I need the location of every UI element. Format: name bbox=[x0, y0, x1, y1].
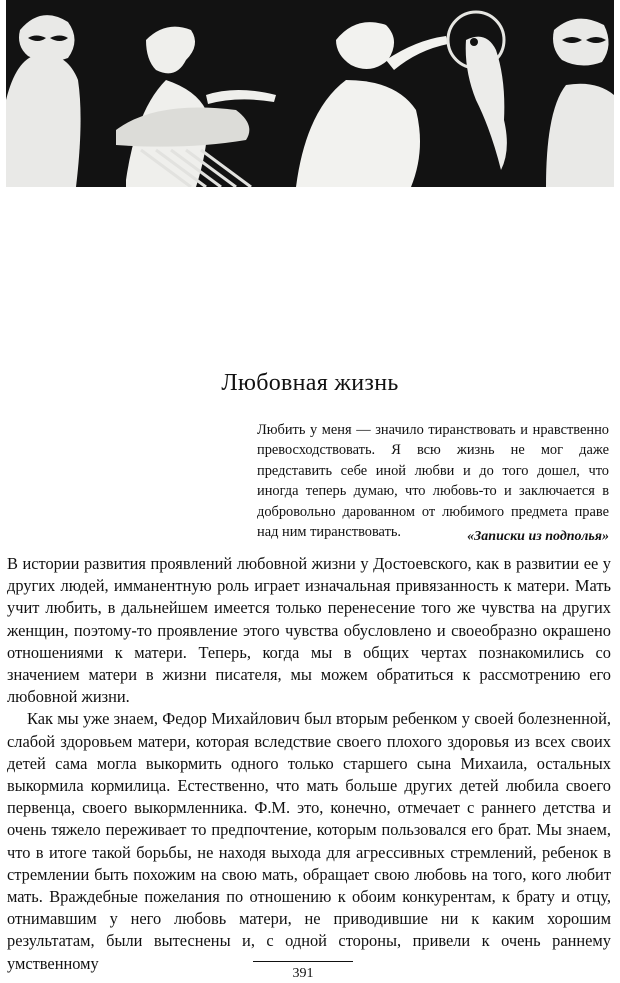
chapter-title: Любовная жизнь bbox=[221, 370, 399, 396]
epigraph-source: «Записки из подполья» bbox=[467, 529, 609, 544]
body-paragraph-2: Как мы уже знаем, Федор Михайлович был вторым ребенком у своей болезненной, слабой здоровьем матери, которая вследствие своего плохого здоровья из всех своих детей сама могла выкормить одного только старшего сына Михаила, остальных выкормила кормилица. Естественно, что мать больше других детей любила своего первенца, своего выкормленника. Ф.М. это, конечно, отмечает с раннего детства и очень тяжело переживает то предпочтение, которым пользовался его брат. Мы знаем, что в итоге такой борьбы, не находя выхода для агрессивных стремлений, ребенок в стремлении быть похожим на свою мать, обращает свою любовь на того, кого любит мать. Враждебные пожелания по отношению к обоим конкурентам, к брату и отцу, отнимавшим у него любовь матери, не приводившие ни к каким хорошим результатам, были вытеснены и, с одной стороны, привели к очень раннему умственному bbox=[7, 709, 611, 973]
header-illustration bbox=[6, 0, 614, 187]
body-text bbox=[7, 553, 611, 975]
footer-rule bbox=[253, 961, 353, 962]
body-paragraph-1: В истории развития проявлений любовной жизни у Достоевского, как в развитии ее у других людей, имманентную роль играет изначальная привязанность к матери. Мать учит любить, в дальнейшем имеется только перенесение того же чувства на других женщин, поэтому-то проявление этого чувства обусловлено и своеобразно окрашено отношениями к матери. Теперь, когда мы в общих чертах познакомились со значением матери в жизни писателя, мы можем обратиться к рассмотрению его любовной жизни. bbox=[7, 554, 611, 707]
epigraph-text: Любить у меня — значило тиранствовать и нравственно превосходствовать. Я всю жизнь не мог даже представить себе иной любви и до того дошел, что иногда теперь думаю, что любовь-то и заключается в добровольно дарованном от любимого предмета праве над ним тиранствовать. bbox=[257, 422, 609, 541]
page-number: 391 bbox=[292, 966, 314, 981]
epigraph bbox=[257, 420, 609, 542]
